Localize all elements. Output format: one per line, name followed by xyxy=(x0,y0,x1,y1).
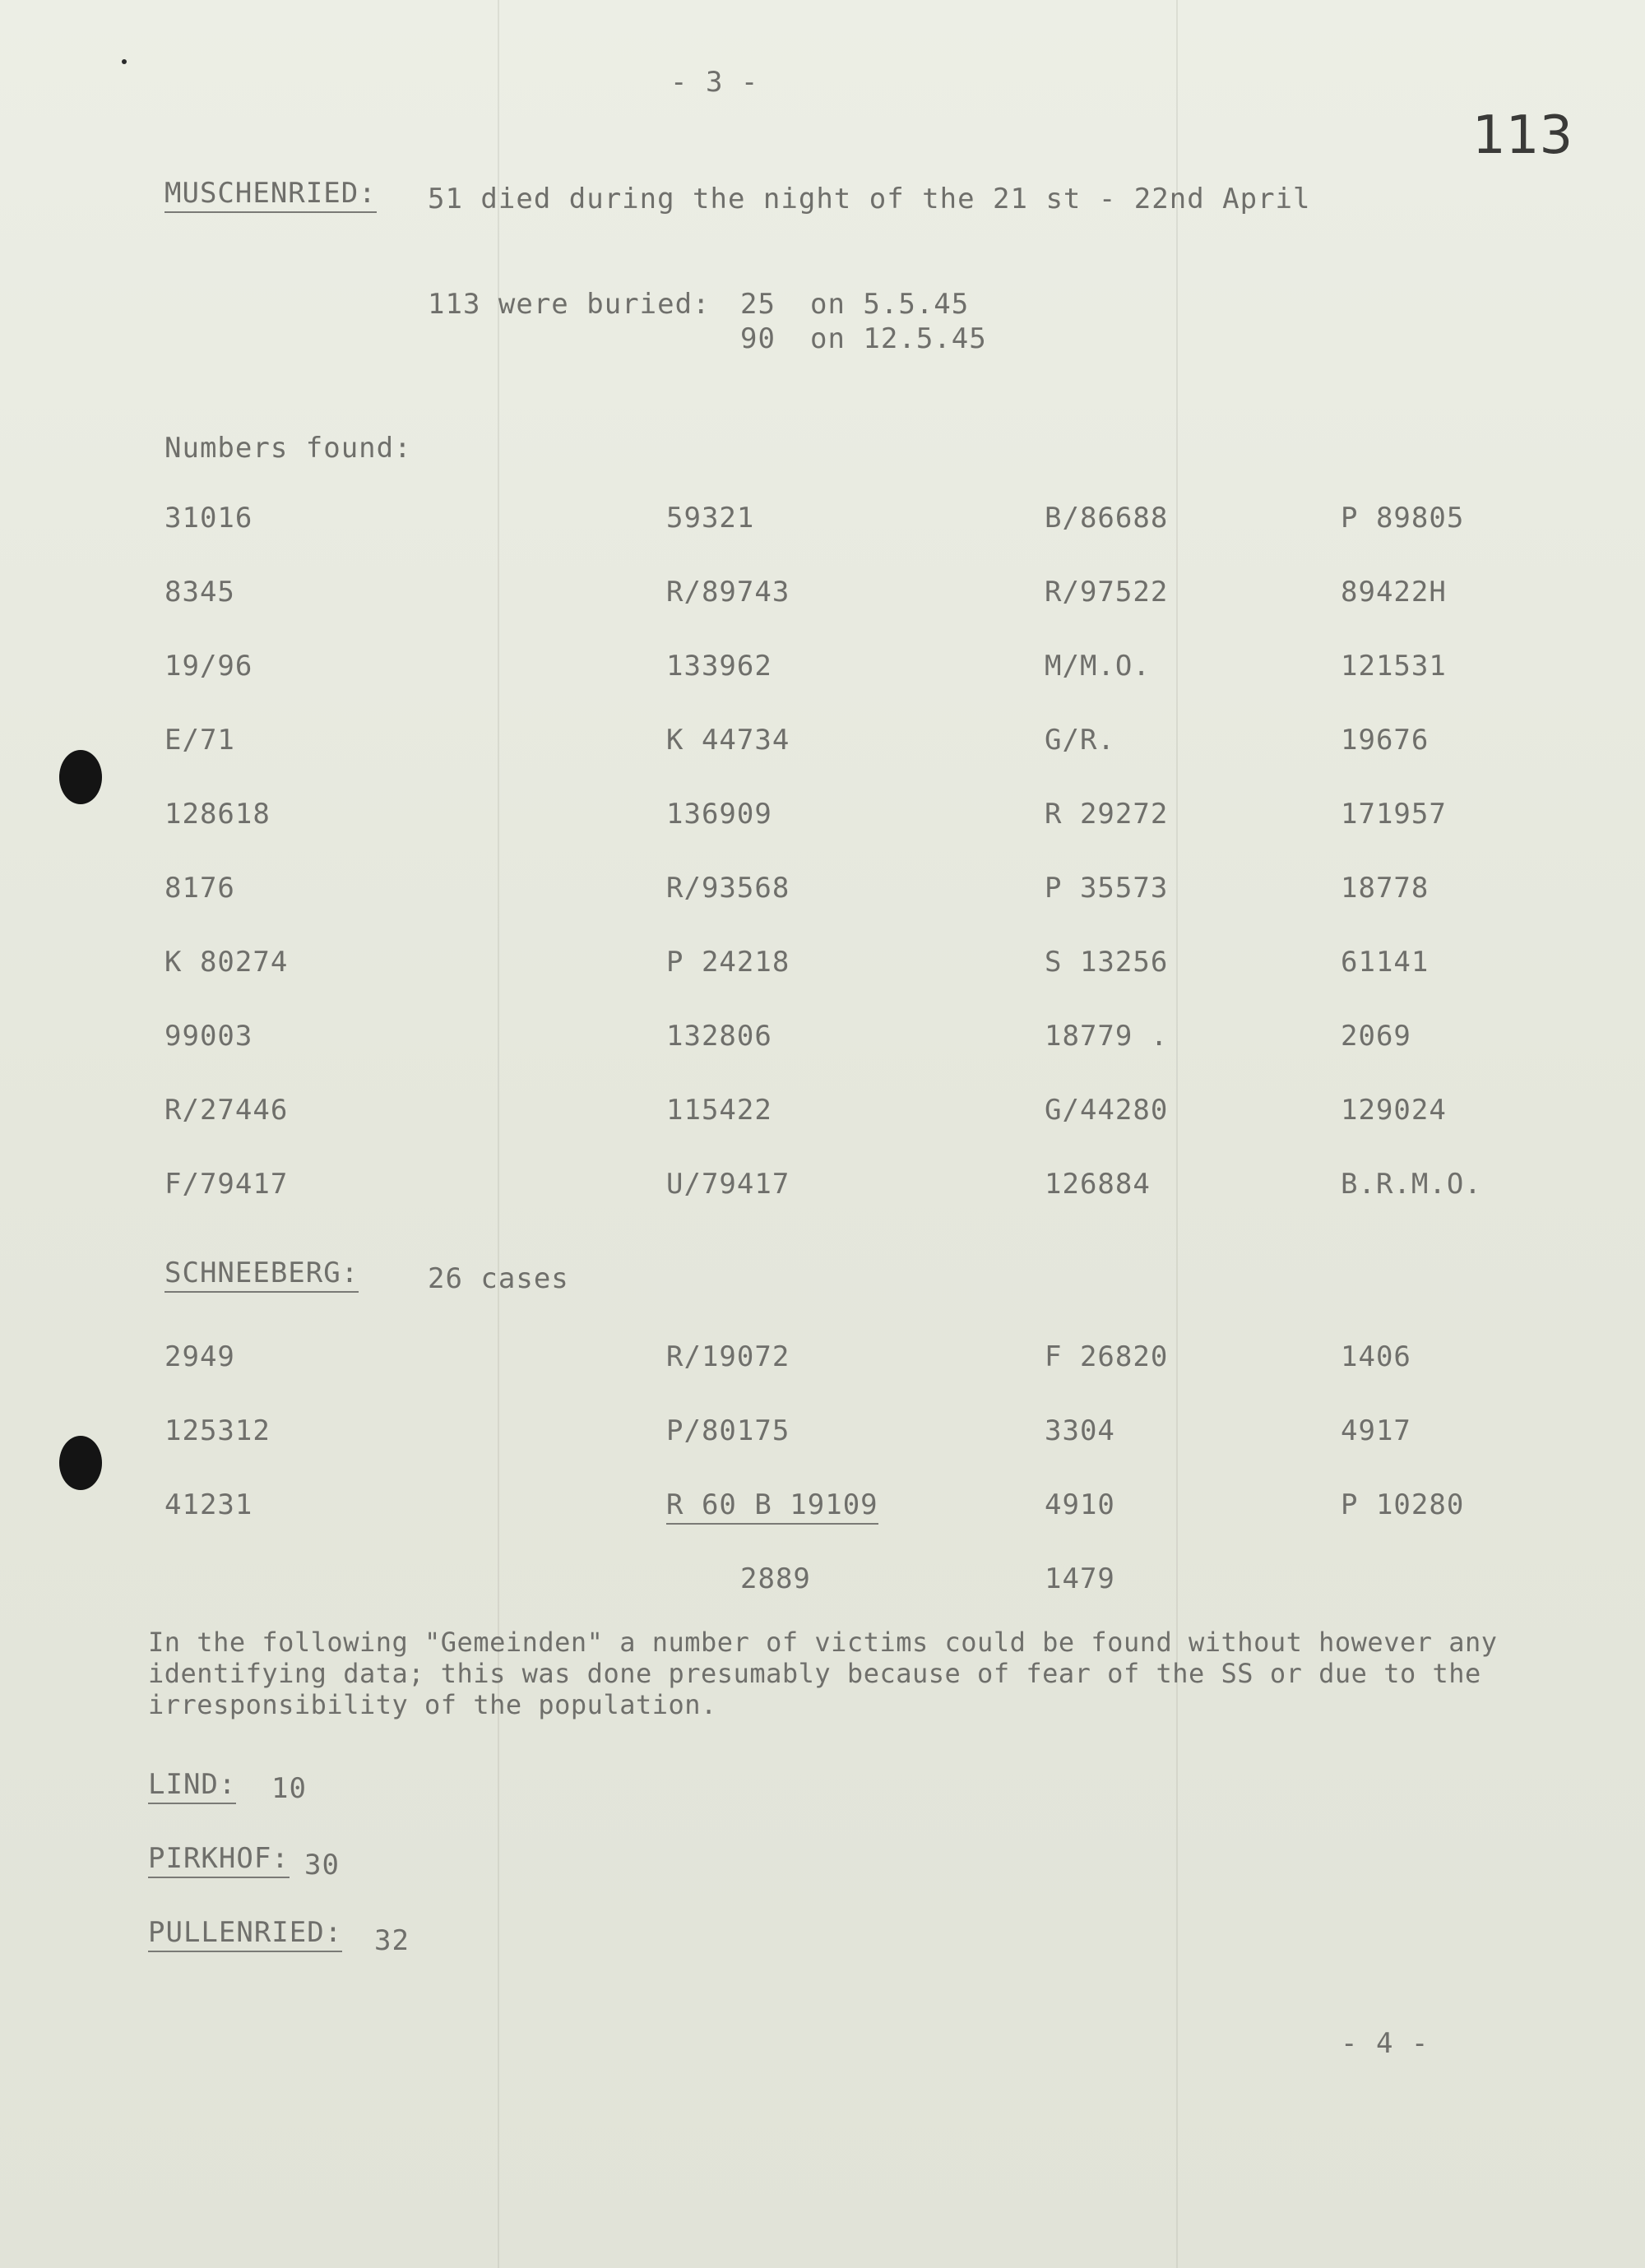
table-row xyxy=(164,650,1497,699)
table-row xyxy=(164,724,1497,773)
table-row xyxy=(164,1488,1497,1538)
table-cell: 8345 xyxy=(164,576,235,609)
table-row xyxy=(164,946,1497,995)
next-page-marker: - 4 - xyxy=(1341,2027,1430,2060)
table-cell: 171957 xyxy=(1341,798,1447,831)
numbers-found-label: Numbers found: xyxy=(164,432,412,465)
table-cell: 19/96 xyxy=(164,650,253,683)
table-row xyxy=(164,502,1497,551)
gemeinde-count: 10 xyxy=(271,1772,307,1805)
table-cell: P/80175 xyxy=(666,1414,790,1447)
table-cell: F 26820 xyxy=(1045,1340,1169,1373)
table-cell: G/44280 xyxy=(1045,1094,1169,1127)
table-cell: 136909 xyxy=(666,798,772,831)
table-cell: P 10280 xyxy=(1341,1488,1465,1521)
table-cell: R 29272 xyxy=(1045,798,1169,831)
table-cell: 19676 xyxy=(1341,724,1430,757)
table-row xyxy=(164,576,1497,625)
death-note: 51 died during the night of the 21 st - 22nd April xyxy=(428,183,1311,215)
table-cell: 132806 xyxy=(666,1020,772,1053)
table-cell: F/79417 xyxy=(164,1168,289,1201)
archive-page-number: 113 xyxy=(1472,105,1573,166)
table-cell: G/R. xyxy=(1045,724,1115,757)
table-cell: 2069 xyxy=(1341,1020,1411,1053)
table-cell: 59321 xyxy=(666,502,755,535)
table-cell: 133962 xyxy=(666,650,772,683)
table-row xyxy=(164,1168,1497,1217)
explanatory-paragraph: In the following "Gemeinden" a number of victims could be found without however any identifying data; this was done presumably because of fear of the SS or due to the irresponsibility of the population. xyxy=(148,1627,1498,1720)
table-row xyxy=(164,872,1497,921)
table-cell: 1406 xyxy=(1341,1340,1411,1373)
table-row xyxy=(164,1094,1497,1143)
table-cell: R/93568 xyxy=(666,872,790,905)
table-cell: 41231 xyxy=(164,1488,253,1521)
gemeinde-label: PULLENRIED: xyxy=(148,1916,342,1952)
burial-count: 90 xyxy=(740,322,776,355)
table-cell: 129024 xyxy=(1341,1094,1447,1127)
table-cell: B.R.M.O. xyxy=(1341,1168,1482,1201)
table-cell: 121531 xyxy=(1341,650,1447,683)
table-cell: S 13256 xyxy=(1045,946,1169,979)
buried-intro: 113 were buried: xyxy=(428,288,711,321)
page-marker: - 3 - xyxy=(670,66,759,99)
table-cell: M/M.O. xyxy=(1045,650,1151,683)
section-label-schneeberg: SCHNEEBERG: xyxy=(164,1257,359,1293)
burial-date: on 5.5.45 xyxy=(810,288,970,321)
gemeinde-count: 30 xyxy=(304,1849,340,1882)
punch-hole xyxy=(59,1436,102,1490)
table-cell: 2949 xyxy=(164,1340,235,1373)
table-cell: P 24218 xyxy=(666,946,790,979)
table-cell: 4917 xyxy=(1341,1414,1411,1447)
table-cell: 18779 . xyxy=(1045,1020,1169,1053)
table-cell: 125312 xyxy=(164,1414,271,1447)
table-cell: 1479 xyxy=(1045,1562,1115,1595)
punch-hole xyxy=(59,750,102,804)
table-cell: R/19072 xyxy=(666,1340,790,1373)
table-cell: B/86688 xyxy=(1045,502,1169,535)
table-cell: 3304 xyxy=(1045,1414,1115,1447)
table-cell: 99003 xyxy=(164,1020,253,1053)
table-cell: K 80274 xyxy=(164,946,289,979)
speck-mark xyxy=(122,59,127,64)
table-cell: R/89743 xyxy=(666,576,790,609)
table-cell: P 89805 xyxy=(1341,502,1465,535)
section-label-muschenried: MUSCHENRIED: xyxy=(164,177,377,213)
table-row xyxy=(164,798,1497,847)
table-row xyxy=(164,1562,1497,1612)
gemeinde-label: PIRKHOF: xyxy=(148,1842,290,1878)
table-cell: R 60 B 19109 xyxy=(666,1488,878,1525)
table-cell: U/79417 xyxy=(666,1168,790,1201)
burial-count: 25 xyxy=(740,288,776,321)
table-cell: 126884 xyxy=(1045,1168,1151,1201)
table-cell: E/71 xyxy=(164,724,235,757)
gemeinde-count: 32 xyxy=(374,1924,410,1957)
table-cell: 89422H xyxy=(1341,576,1447,609)
table-cell: P 35573 xyxy=(1045,872,1169,905)
table-cell: 8176 xyxy=(164,872,235,905)
table-cell: 2889 xyxy=(740,1562,811,1595)
gemeinde-label: LIND: xyxy=(148,1768,236,1804)
table-cell: 61141 xyxy=(1341,946,1430,979)
table-row xyxy=(164,1340,1497,1390)
table-cell: K 44734 xyxy=(666,724,790,757)
table-cell: 115422 xyxy=(666,1094,772,1127)
table-cell: 18778 xyxy=(1341,872,1430,905)
case-count: 26 cases xyxy=(428,1262,569,1295)
table-cell: R/97522 xyxy=(1045,576,1169,609)
table-row xyxy=(164,1020,1497,1069)
table-cell: 4910 xyxy=(1045,1488,1115,1521)
table-cell: R/27446 xyxy=(164,1094,289,1127)
table-cell: 128618 xyxy=(164,798,271,831)
table-row xyxy=(164,1414,1497,1464)
burial-date: on 12.5.45 xyxy=(810,322,987,355)
table-cell: 31016 xyxy=(164,502,253,535)
